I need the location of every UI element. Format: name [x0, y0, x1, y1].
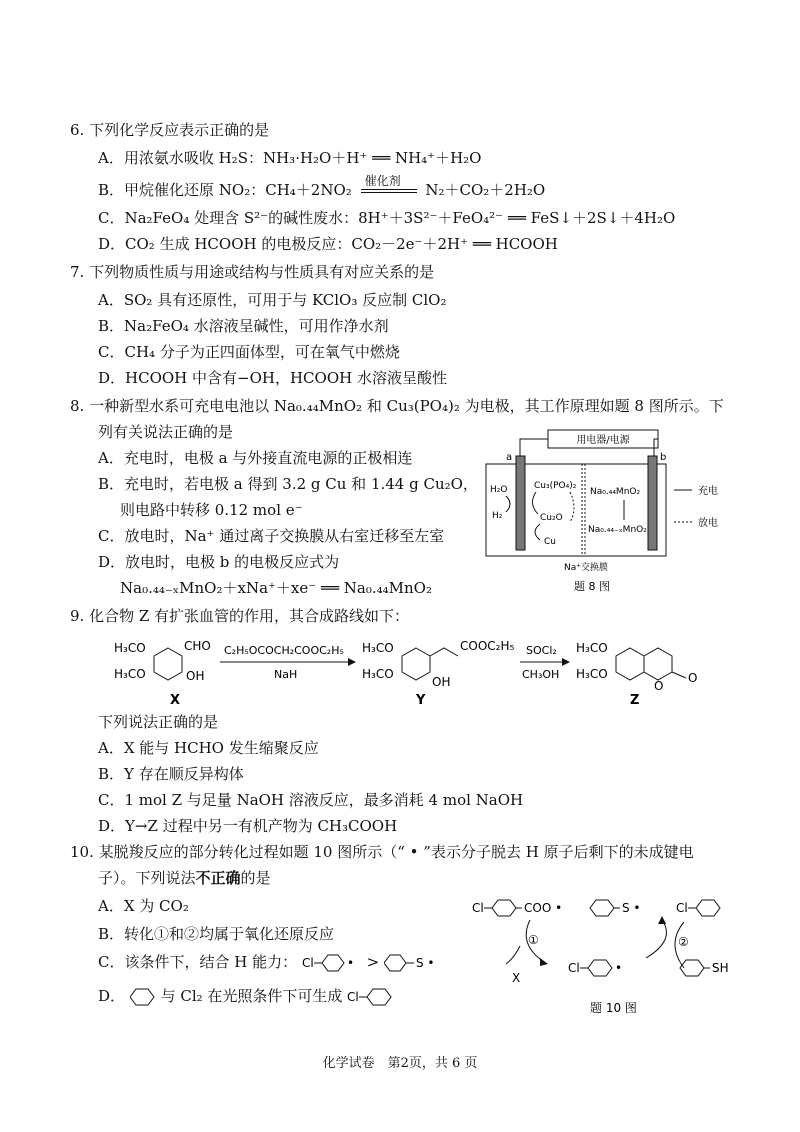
fig10-step2: ② — [678, 935, 689, 949]
legend-charge: 充电 — [698, 486, 718, 497]
arrow-cu3-cu2o — [532, 492, 538, 514]
q9-option-c: C．1 mol Z 与足量 NaOH 溶液反应，最多消耗 4 mol NaOH — [98, 791, 524, 809]
q6-option-c: C．Na₂FeO₄ 处理含 S²⁻的碱性废水：8H⁺＋3S²⁻＋FeO₄²⁻ ══ FeS↓＋2S↓＋4H₂O — [98, 209, 676, 227]
arrow-cu2o-cu — [535, 524, 540, 540]
q9-intro: 下列说法正确的是 — [98, 713, 219, 731]
q10-option-d — [98, 986, 399, 1007]
z-ring-o: O — [654, 679, 664, 693]
q8-option-b-line1: B．充电时，若电极 a 得到 3.2 g Cu 和 1.44 g Cu₂O， — [98, 475, 478, 493]
fig10-sh: SH — [712, 961, 729, 975]
y-ester: COOC₂H₅ — [460, 639, 515, 653]
z-ketone-o: O — [688, 671, 698, 685]
fig10-arrow-step1-head — [540, 958, 548, 966]
fig10-s-radical: S • — [622, 901, 641, 915]
z-lactone-ring — [644, 648, 672, 680]
arrow-y-to-z-head — [562, 658, 570, 666]
q10-stem-line2 — [98, 868, 271, 888]
benzene-ring — [367, 989, 391, 1005]
q8-option-a: A．充电时，电极 a 与外接直流电源的正极相连 — [98, 449, 413, 467]
fig10-ring-4 — [588, 960, 612, 976]
left-h2: H₂ — [492, 511, 503, 521]
benzene-ring — [384, 955, 406, 971]
q10-option-c-text: C．该条件下，结合 H 能力： — [98, 953, 298, 971]
q9-option-a: A．X 能与 HCHO 发生缩聚反应 — [98, 739, 319, 757]
fig10-cl-3: Cl — [568, 961, 580, 975]
x-oh: OH — [186, 669, 205, 683]
q7-option-c: C．CH₄ 分子为正四面体型，可在氧气中燃烧 — [98, 343, 400, 361]
fig10-coo-radical: COO • — [524, 901, 563, 915]
arrow-x-to-y-head — [348, 658, 356, 666]
q10-option-b: B．转化①和②均属于氧化还原反应 — [98, 925, 335, 943]
chlorobenzene — [347, 987, 399, 1007]
fig10-cl-2: Cl — [676, 901, 688, 915]
cl-atom: Cl — [301, 956, 314, 970]
electrode-b-label: b — [660, 452, 667, 463]
reagent-1-bottom: NaH — [274, 668, 298, 681]
q10-option-c — [98, 952, 444, 973]
q6-option-b-left: B．甲烷催化还原 NO₂：CH₄＋2NO₂ — [98, 181, 352, 199]
s-radical: S • — [416, 956, 435, 970]
mid-cu2o: Cu₂O — [540, 513, 563, 523]
right-na044xmno2: Na₀.₄₄₋ₓMnO₂ — [588, 525, 647, 535]
y-oh: OH — [432, 675, 451, 689]
q9-option-d: D．Y→Z 过程中另一有机产物为 CH₃COOH — [98, 817, 398, 835]
legend-discharge: 放电 — [698, 518, 718, 529]
figure-10-caption: 题 10 图 — [590, 1001, 637, 1015]
x-cho: CHO — [184, 639, 211, 653]
q8-stem-line2: 列有关说法正确的是 — [98, 423, 234, 441]
y-alkene-chain — [430, 648, 458, 656]
z-benzene-ring — [616, 648, 644, 680]
wire-left — [520, 439, 548, 456]
q8-option-b-line2: 则电路中转移 0.12 mol e⁻ — [120, 501, 303, 519]
phenylthiyl-radical — [384, 953, 444, 973]
figure-9-synthesis-route — [110, 628, 710, 712]
figure-10-decarboxylation — [470, 888, 760, 1024]
q8-option-c: C．放电时，Na⁺ 通过离子交换膜从右室迁移至左室 — [98, 527, 445, 545]
q7-option-a: A．SO₂ 具有还原性，可用于与 KClO₃ 反应制 ClO₂ — [98, 291, 447, 309]
x-label: X — [170, 693, 181, 708]
membrane-label: Na⁺交换膜 — [564, 563, 608, 573]
q8-option-d-line2: Na₀.₄₄₋ₓMnO₂＋xNa⁺＋xe⁻ ══ Na₀.₄₄MnO₂ — [120, 579, 432, 597]
left-h2o: H₂O — [490, 485, 508, 495]
q10-stem-part-a: 子）。下列说法 — [98, 869, 196, 887]
q10-stem-emphasis: 不正确 — [195, 869, 241, 887]
page-footer: 化学试卷 第2页，共 6 页 — [322, 1056, 478, 1071]
x-benzene-ring — [154, 648, 182, 680]
q9-stem: 9. 化合物 Z 有扩张血管的作用，其合成路线如下： — [70, 607, 410, 625]
fig10-ring-1 — [492, 900, 516, 916]
electrode-b — [648, 456, 657, 550]
z-label: Z — [630, 693, 640, 708]
q10-option-d-text: 与 Cl₂ 在光照条件下可生成 — [160, 987, 343, 1005]
electrode-a — [516, 456, 525, 550]
mid-cu: Cu — [544, 537, 556, 547]
q10-option-a: A．X 为 CO₂ — [98, 897, 189, 915]
fig10-rad-dot: • — [615, 961, 623, 975]
q6-option-a: A．用浓氨水吸收 H₂S：NH₃·H₂O＋H⁺ ══ NH₄⁺＋H₂O — [98, 149, 482, 167]
q10-stem-part-b: 的是 — [240, 869, 271, 887]
q7-stem: 7. 下列物质性质与用途或结构与性质具有对应关系的是 — [70, 263, 435, 281]
benzene — [130, 987, 156, 1007]
fig10-cl-1: Cl — [472, 901, 484, 915]
fig10-ring-3 — [696, 900, 720, 916]
reagent-2-top: SOCl₂ — [526, 644, 557, 657]
q6-option-b — [98, 174, 546, 200]
greater-than: > — [366, 953, 380, 971]
q10-stem-line1: 10. 某脱羧反应的部分转化过程如题 10 图所示（“ • ”表示分子脱去 H 原子后剩下的未成键电 — [70, 843, 694, 861]
figure-8-caption: 题 8 图 — [574, 580, 610, 593]
fig10-arrow-x — [506, 946, 520, 964]
mid-cu3po42: Cu₃(PO₄)₂ — [534, 481, 577, 491]
catalyst-label: 催化剂 — [364, 174, 401, 188]
y-ome-1: H₃CO — [362, 641, 394, 655]
z-carbonyl-bond — [672, 672, 686, 678]
z-ome-1: H₃CO — [576, 641, 608, 655]
arrow-h2o-h2 — [506, 496, 510, 512]
benzene-ring — [322, 955, 344, 971]
q7-option-b: B．Na₂FeO₄ 水溶液呈碱性，可用作净水剂 — [98, 317, 389, 335]
reagent-2-bottom: CH₃OH — [522, 668, 560, 681]
chlorophenyl-radical — [302, 953, 362, 973]
fig10-step1: ① — [528, 933, 539, 947]
fig10-x: X — [512, 971, 521, 985]
q10-option-d-prefix: D． — [98, 987, 126, 1005]
fig10-ring-2 — [590, 900, 614, 916]
q8-stem-line1: 8. 一种新型水系可充电电池以 Na₀.₄₄MnO₂ 和 Cu₃(PO₄)₂ 为电极，其工作原理如题 8 图所示。下 — [70, 397, 724, 415]
y-label: Y — [416, 693, 426, 708]
q7-option-d: D．HCOOH 中含有−OH，HCOOH 水溶液呈酸性 — [98, 369, 447, 387]
arrow-dashed-mid — [570, 492, 574, 522]
q8-option-d-line1: D．放电时，电极 b 的电极反应式为 — [98, 553, 340, 571]
radical-dot: • — [346, 956, 354, 970]
catalyst-arrow — [361, 174, 417, 193]
y-benzene-ring — [402, 648, 430, 680]
fig10-arrow-step2a — [646, 920, 666, 958]
reagent-1-top: C₂H₅OCOCH₂COOC₂H₅ — [224, 644, 344, 657]
q6-stem: 6. 下列化学反应表示正确的是 — [70, 121, 270, 139]
z-ome-2: H₃CO — [576, 667, 608, 681]
x-ome-2: H₃CO — [114, 667, 146, 681]
electrode-a-label: a — [506, 452, 513, 463]
cl-atom: Cl — [347, 990, 359, 1004]
cell-container — [486, 464, 666, 556]
q9-option-b: B．Y 存在顺反异构体 — [98, 765, 244, 783]
right-na044mno2: Na₀.₄₄MnO₂ — [590, 487, 641, 497]
device-label: 用电器/电源 — [576, 435, 630, 446]
q6-option-d: D．CO₂ 生成 HCOOH 的电极反应：CO₂－2e⁻＋2H⁺ ══ HCOOH — [98, 235, 558, 253]
y-ome-2: H₃CO — [362, 667, 394, 681]
fig10-arrow-step2a-head — [658, 916, 666, 924]
q6-option-b-right: N₂＋CO₂＋2H₂O — [425, 181, 546, 199]
figure-8-battery-diagram — [478, 428, 738, 598]
x-ome-1: H₃CO — [114, 641, 146, 655]
benzene-ring — [130, 989, 154, 1005]
